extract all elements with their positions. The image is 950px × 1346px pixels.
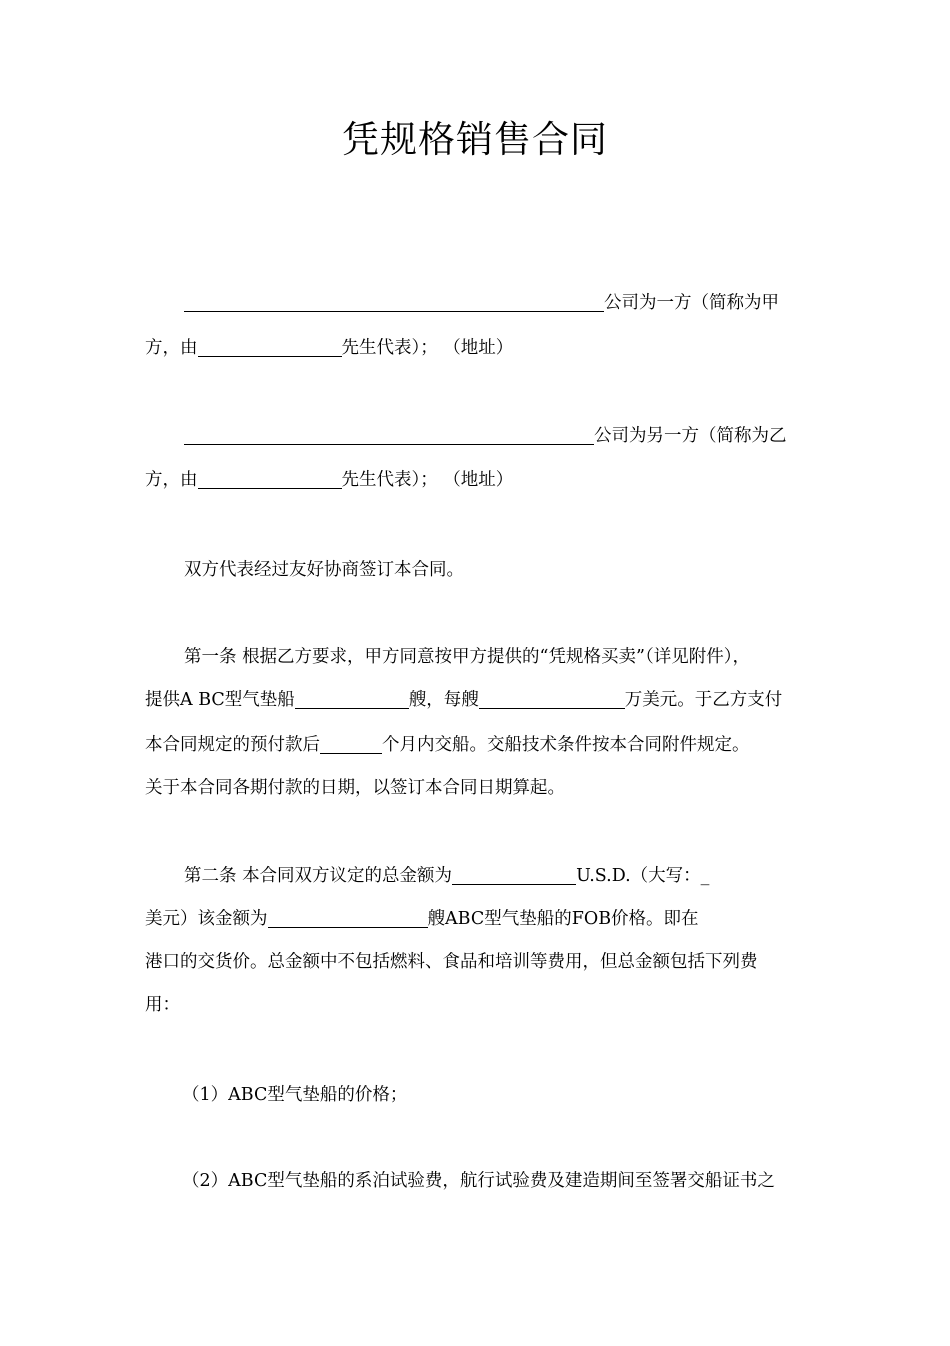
delivery-months-blank[interactable]	[320, 735, 382, 754]
total-amount-blank[interactable]	[452, 866, 576, 885]
article-1-line-3	[145, 730, 750, 760]
article-1-line-1: 第一条 根据乙方要求，甲方同意按甲方提供的“凭规格买卖”（详见附件），	[184, 647, 750, 667]
article-1-line-2	[145, 685, 782, 715]
article-1-text-c: 万美元。于乙方支付	[624, 690, 783, 710]
intro-paragraph: 双方代表经过友好协商签订本合同。	[184, 560, 464, 580]
unit-price-blank[interactable]	[479, 690, 625, 709]
article-1-line-4: 关于本合同各期付款的日期，以签订本合同日期算起。	[145, 778, 565, 798]
item-1: （1）ABC型气垫船的价格；	[182, 1085, 408, 1105]
article-1-text-a: 提供A BC型气垫船	[145, 690, 295, 710]
article-2-text-a: 第二条 本合同双方议定的总金额为	[184, 866, 453, 886]
party-a-line2-start: 方，由	[145, 338, 198, 358]
article-2-text-d: 艘ABC型气垫船的FOB价格。即在	[427, 909, 699, 929]
quantity-blank[interactable]	[295, 690, 409, 709]
party-b-line2-start: 方，由	[145, 470, 198, 490]
party-a-company-blank[interactable]	[184, 293, 604, 312]
party-b-company-blank[interactable]	[184, 426, 594, 445]
item-2: （2）ABC型气垫船的系泊试验费，航行试验费及建造期间至签署交船证书之	[182, 1171, 775, 1191]
party-a-line2-end: 先生代表）； （地址）	[341, 338, 514, 358]
vessel-count-blank[interactable]	[268, 909, 428, 928]
article-2-line-3: 港口的交货价。总金额中不包括燃料、食品和培训等费用，但总金额包括下列费	[145, 952, 758, 972]
party-b-line2-end: 先生代表）； （地址）	[341, 470, 514, 490]
party-a-company-suffix: 公司为一方（简称为甲	[604, 293, 779, 313]
article-2-text-b: U.S.D.（大写：_	[576, 866, 710, 886]
document-title: 凭规格销售合同	[342, 118, 608, 161]
article-2-line-4: 用：	[145, 995, 180, 1015]
party-a-representative-blank[interactable]	[198, 338, 342, 357]
article-2-line-1	[184, 861, 709, 891]
party-b-representative-blank[interactable]	[198, 470, 342, 489]
party-b-line-2	[145, 465, 513, 495]
article-1-text-b: 艘，每艘	[408, 690, 479, 710]
article-1-text-d: 本合同规定的预付款后	[145, 735, 320, 755]
article-2-text-c: 美元）该金额为	[145, 909, 268, 929]
article-2-line-2	[145, 904, 699, 934]
party-a-line-2	[145, 333, 513, 363]
party-b-line-1	[184, 421, 787, 451]
party-a-line-1	[184, 288, 779, 318]
article-1-text-e: 个月内交船。交船技术条件按本合同附件规定。	[382, 735, 750, 755]
party-b-company-suffix: 公司为另一方（简称为乙	[594, 426, 787, 446]
